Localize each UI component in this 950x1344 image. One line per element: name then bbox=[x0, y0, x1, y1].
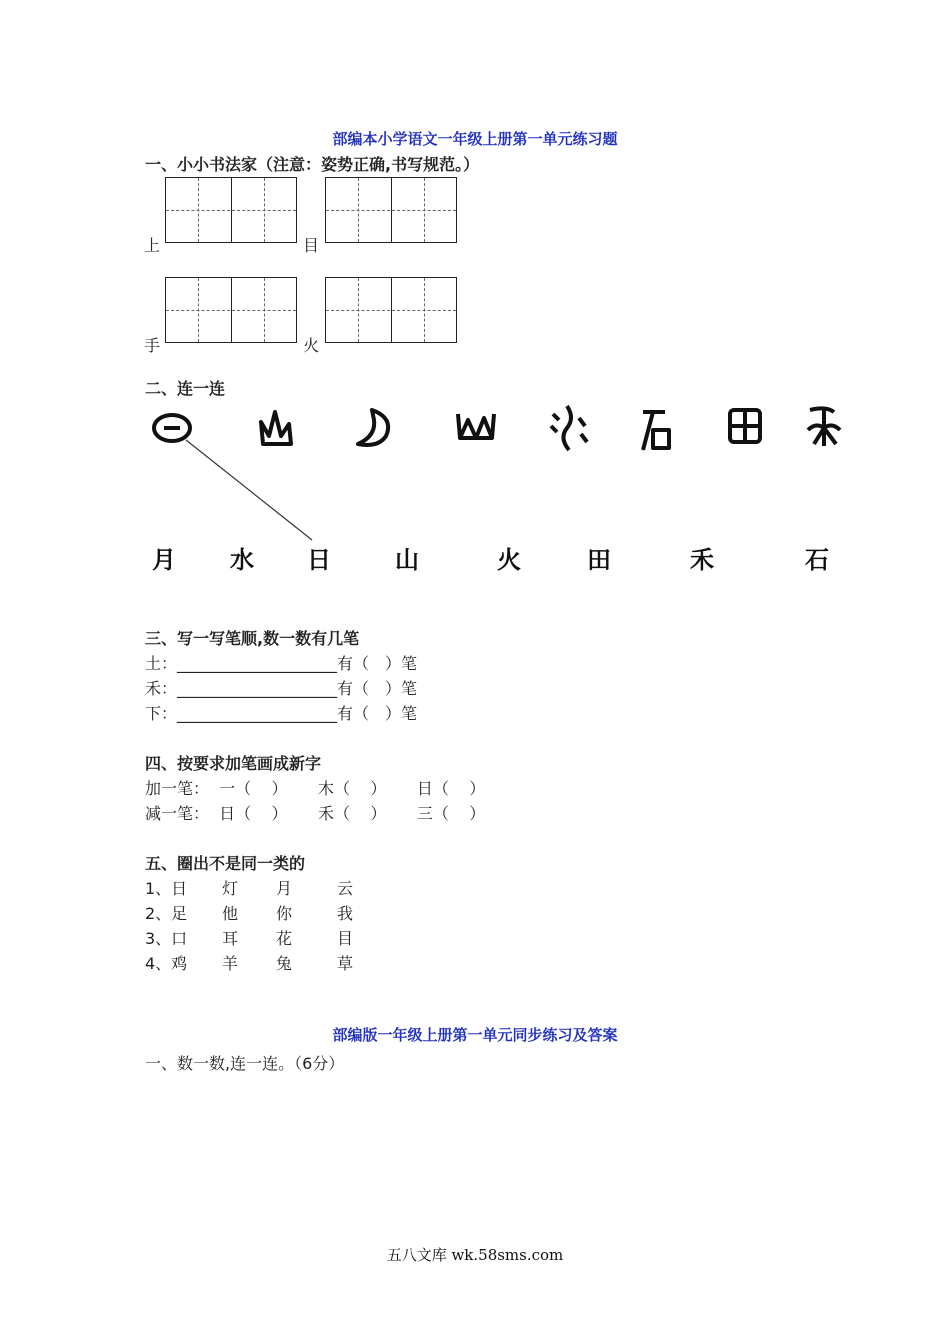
grid-label-1: 上 bbox=[144, 236, 161, 255]
section-1-heading: 一、小小书法家（注意：姿势正确,书写规范。） bbox=[145, 155, 480, 174]
odd-one-row-3-item-1[interactable]: 3、口 bbox=[145, 929, 188, 948]
odd-one-row-1-item-4[interactable]: 云 bbox=[337, 879, 354, 898]
connection-line bbox=[0, 0, 950, 600]
odd-one-row-4-item-2[interactable]: 羊 bbox=[222, 954, 239, 973]
odd-one-row-2-item-2[interactable]: 他 bbox=[222, 904, 239, 923]
char-7[interactable]: 禾 bbox=[690, 546, 714, 574]
second-worksheet-title: 部编版一年级上册第一单元同步练习及答案 bbox=[332, 1026, 618, 1044]
remove-stroke-line[interactable]: 减一笔： 日（ ） 禾（ ） 三（ ） bbox=[145, 804, 486, 823]
odd-one-row-1-item-1[interactable]: 1、日 bbox=[145, 879, 188, 898]
stroke-order-line-1[interactable]: 土：____________________有（ ）笔 bbox=[145, 654, 418, 673]
odd-one-row-3-item-2[interactable]: 耳 bbox=[222, 929, 239, 948]
grid-label-3: 手 bbox=[144, 336, 161, 355]
char-4[interactable]: 山 bbox=[395, 546, 419, 574]
char-1[interactable]: 月 bbox=[152, 546, 176, 574]
odd-one-row-4-item-4[interactable]: 草 bbox=[337, 954, 354, 973]
stroke-order-line-2[interactable]: 禾：____________________有（ ）笔 bbox=[145, 679, 418, 698]
char-8[interactable]: 石 bbox=[805, 546, 829, 574]
odd-one-row-4-item-3[interactable]: 兔 bbox=[276, 954, 293, 973]
odd-one-row-1-item-2[interactable]: 灯 bbox=[222, 879, 239, 898]
char-5[interactable]: 火 bbox=[497, 546, 521, 574]
section-4-heading: 四、按要求加笔画成新字 bbox=[145, 754, 322, 773]
odd-one-row-3-item-4[interactable]: 目 bbox=[337, 929, 354, 948]
grid-label-2: 目 bbox=[303, 236, 320, 255]
odd-one-row-1-item-3[interactable]: 月 bbox=[276, 879, 293, 898]
char-3[interactable]: 日 bbox=[307, 546, 331, 574]
odd-one-row-2-item-1[interactable]: 2、足 bbox=[145, 904, 188, 923]
char-6[interactable]: 田 bbox=[587, 546, 611, 574]
section-6-heading: 一、数一数,连一连。（6分） bbox=[145, 1054, 345, 1073]
section-5-heading: 五、圈出不是同一类的 bbox=[145, 854, 306, 873]
char-2[interactable]: 水 bbox=[230, 546, 254, 574]
add-stroke-line[interactable]: 加一笔： 一（ ） 木（ ） 日（ ） bbox=[145, 779, 486, 798]
section-2-heading: 二、连一连 bbox=[145, 379, 226, 398]
grid-label-4: 火 bbox=[303, 336, 320, 355]
worksheet-title: 部编本小学语文一年级上册第一单元练习题 bbox=[332, 130, 618, 148]
odd-one-row-2-item-4[interactable]: 我 bbox=[337, 904, 354, 923]
odd-one-row-4-item-1[interactable]: 4、鸡 bbox=[145, 954, 188, 973]
stroke-order-line-3[interactable]: 下：____________________有（ ）笔 bbox=[145, 704, 418, 723]
footer-watermark: 五八文库 wk.58sms.com bbox=[386, 1246, 564, 1264]
odd-one-row-3-item-3[interactable]: 花 bbox=[276, 929, 293, 948]
odd-one-row-2-item-3[interactable]: 你 bbox=[276, 904, 293, 923]
section-3-heading: 三、写一写笔顺,数一数有几笔 bbox=[145, 629, 360, 648]
